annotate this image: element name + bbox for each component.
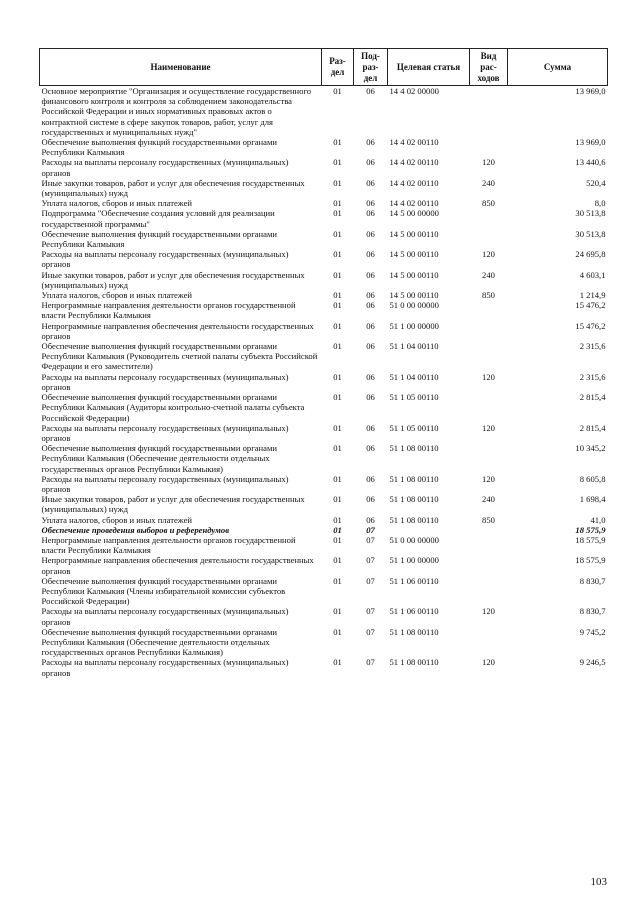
- row-summa: 9 246,5: [579, 657, 606, 668]
- row-celevaya: 51 1 04 00110: [389, 341, 439, 352]
- row-celevaya: 14 5 00 00110: [389, 269, 439, 280]
- table-row: [40, 300, 608, 320]
- header-summa: Сумма: [508, 49, 608, 86]
- row-vid: [470, 525, 508, 535]
- table-row: [40, 535, 608, 555]
- row-summa: 10 345,2: [575, 443, 606, 454]
- row-podrazdel: 06: [366, 177, 375, 188]
- row-razdel: 01: [333, 137, 342, 148]
- row-razdel: 01: [333, 208, 342, 219]
- row-vid: [470, 321, 508, 341]
- row-vid: 120: [482, 606, 495, 617]
- row-podrazdel: 06: [366, 473, 375, 484]
- table-row: [40, 555, 608, 575]
- table-row: [40, 576, 608, 607]
- row-name: Обеспечение выполнения функций государственными органами Республики Калмыкия (Члены избирательной комиссии субъектов Российской Федерации): [41, 575, 286, 607]
- row-podrazdel: 06: [366, 228, 375, 239]
- row-summa: 13 440,6: [575, 157, 606, 168]
- row-razdel: 01: [333, 341, 342, 352]
- table-row: [40, 249, 608, 269]
- row-podrazdel: 06: [366, 157, 375, 168]
- row-celevaya: 51 1 08 00110: [389, 626, 439, 637]
- table-row: [40, 229, 608, 249]
- row-vid: 850: [482, 198, 495, 209]
- row-name: Подпрограмма "Обеспечение создания условий для реализации государственной программы": [41, 208, 275, 229]
- row-podrazdel: 06: [366, 249, 375, 260]
- row-celevaya: 51 1 08 00110: [389, 494, 439, 505]
- row-vid: 120: [482, 657, 495, 668]
- row-vid: 850: [482, 290, 495, 301]
- row-name: Уплата налогов, сборов и иных платежей: [41, 198, 193, 209]
- table-row: [40, 321, 608, 341]
- row-vid: [470, 443, 508, 474]
- row-summa: 13 969,0: [575, 86, 606, 96]
- row-name: Обеспечение выполнения функций государственными органами Республики Калмыкия: [41, 228, 277, 250]
- row-celevaya: 14 4 02 00110: [389, 198, 439, 209]
- row-name: Обеспечение выполнения функций государственными органами Республики Калмыкия (Руководитель счетной палаты субъекта Российской Федерации и его заместители): [41, 341, 318, 372]
- row-razdel: 01: [333, 269, 342, 280]
- row-vid: [470, 627, 508, 658]
- row-summa: 2 815,4: [579, 422, 606, 433]
- row-razdel: 01: [333, 177, 342, 188]
- header-name: Наименование: [40, 49, 322, 86]
- row-summa: 2 815,4: [579, 392, 606, 403]
- row-summa: 13 969,0: [575, 137, 606, 148]
- row-razdel: 01: [333, 514, 342, 525]
- row-podrazdel: 06: [366, 494, 375, 505]
- row-podrazdel: 06: [366, 371, 375, 382]
- table-row: [40, 178, 608, 198]
- header-celevaya: Целевая статья: [388, 49, 470, 86]
- row-celevaya: 14 5 00 00000: [389, 208, 439, 219]
- table-body: [40, 86, 608, 678]
- row-name: Расходы на выплаты персоналу государственных (муниципальных) органов: [41, 249, 289, 270]
- row-celevaya: 51 1 05 00110: [389, 422, 439, 433]
- row-razdel: 01: [333, 494, 342, 505]
- row-razdel: 01: [333, 606, 342, 617]
- row-vid: [470, 86, 508, 138]
- row-razdel: 01: [333, 290, 342, 301]
- row-summa: 2 315,6: [579, 371, 606, 382]
- row-summa: 15 476,2: [575, 320, 606, 331]
- row-vid: 240: [482, 269, 495, 280]
- table-row: [40, 657, 608, 677]
- row-summa: 41,0: [590, 514, 606, 525]
- page-number: 103: [590, 876, 607, 888]
- row-summa: 30 513,8: [575, 228, 606, 239]
- row-name: Обеспечение выполнения функций государственными органами Республики Калмыкия (Аудиторы контрольно-счетной палаты субъекта Российской Федерации): [41, 392, 305, 423]
- row-celevaya: 51 1 04 00110: [389, 371, 439, 382]
- row-name: Непрограммные направления деятельности органов государственной власти Республики Калмыкия: [41, 534, 296, 556]
- row-razdel: 01: [333, 371, 342, 382]
- row-summa: 24 695,8: [575, 249, 606, 260]
- row-podrazdel: 06: [366, 290, 375, 301]
- row-podrazdel: 06: [366, 514, 375, 525]
- row-vid: [470, 341, 508, 372]
- row-name: Иные закупки товаров, работ и услуг для обеспечения государственных (муниципальных) нужд: [41, 269, 305, 290]
- row-podrazdel: 06: [366, 269, 375, 280]
- row-podrazdel: 07: [366, 657, 375, 668]
- row-podrazdel: 06: [366, 422, 375, 433]
- row-celevaya: 51 1 06 00110: [389, 606, 439, 617]
- table-row: [40, 443, 608, 474]
- row-name: Обеспечение выполнения функций государственными органами Республики Калмыкия (Обеспечение деятельности отдельных государственных органов Республики Калмыкия): [41, 443, 277, 474]
- row-razdel: 01: [333, 300, 342, 311]
- row-razdel: 01: [333, 86, 342, 96]
- row-summa: 30 513,8: [575, 208, 606, 219]
- row-name: Расходы на выплаты персоналу государственных (муниципальных) органов: [41, 157, 289, 178]
- row-podrazdel: 06: [366, 392, 375, 403]
- row-celevaya: 14 4 02 00110: [389, 157, 439, 168]
- row-razdel: 01: [333, 249, 342, 260]
- row-podrazdel: 06: [366, 208, 375, 219]
- row-razdel: 01: [333, 443, 342, 454]
- row-razdel: 01: [333, 575, 342, 586]
- row-celevaya: 14 4 02 00110: [389, 137, 439, 148]
- row-podrazdel: 07: [366, 555, 375, 566]
- row-razdel: 01: [333, 198, 342, 209]
- row-razdel: 01: [333, 657, 342, 668]
- row-podrazdel: 07: [366, 534, 375, 545]
- row-razdel: 01: [333, 392, 342, 403]
- table-row: [40, 198, 608, 208]
- row-celevaya: 51 1 06 00110: [389, 575, 439, 586]
- row-razdel: 01: [333, 473, 342, 484]
- row-vid: [470, 535, 508, 555]
- row-summa: 1 214,9: [579, 290, 606, 301]
- row-celevaya: 51 1 00 00000: [389, 555, 439, 566]
- row-name: Обеспечение выполнения функций государственными органами Республики Калмыкия (Обеспечение деятельности отдельных государственных органов Республики Калмыкия): [41, 626, 277, 658]
- row-name: Обеспечение выполнения функций государственными органами Республики Калмыкия: [41, 137, 277, 158]
- table-row: [40, 606, 608, 626]
- budget-table: [39, 48, 608, 678]
- row-podrazdel: 06: [366, 137, 375, 148]
- row-razdel: 01: [333, 555, 342, 566]
- row-vid: 120: [482, 422, 495, 433]
- row-celevaya: 51 0 00 00000: [389, 534, 439, 545]
- table-row: [40, 392, 608, 423]
- row-vid: 240: [482, 494, 495, 505]
- row-vid: [470, 137, 508, 157]
- row-vid: 850: [482, 514, 495, 525]
- row-name: Непрограммные направления обеспечения деятельности государственных органов: [41, 555, 314, 576]
- row-vid: 120: [482, 157, 495, 168]
- row-name: Расходы на выплаты персоналу государственных (муниципальных) органов: [41, 606, 289, 627]
- row-name: Уплата налогов, сборов и иных платежей: [41, 290, 193, 301]
- row-celevaya: 51 1 00 00000: [389, 320, 439, 331]
- header-vid: Вид рас-ходов: [470, 49, 508, 86]
- row-podrazdel: 07: [366, 575, 375, 586]
- row-celevaya: 14 4 02 00110: [389, 177, 439, 188]
- row-celevaya: 51 1 08 00110: [389, 443, 439, 454]
- row-celevaya: 51 1 08 00110: [389, 514, 439, 525]
- row-summa: 8,0: [594, 198, 606, 209]
- row-podrazdel: 06: [366, 300, 375, 311]
- table-row: [40, 270, 608, 290]
- row-name: Иные закупки товаров, работ и услуг для обеспечения государственных (муниципальных) нужд: [41, 177, 305, 199]
- row-summa: 2 315,6: [579, 341, 606, 352]
- row-podrazdel: 06: [366, 443, 375, 454]
- row-razdel: 01: [333, 157, 342, 168]
- row-vid: [470, 555, 508, 575]
- table-row: [40, 372, 608, 392]
- header-podrazdel: Под-раз-дел: [354, 49, 388, 86]
- table-row: [40, 157, 608, 177]
- row-summa: 18 575,9: [575, 555, 606, 566]
- row-celevaya: 51 1 08 00110: [389, 473, 439, 484]
- row-name: Обеспечение проведения выборов и референдумов: [41, 524, 230, 535]
- table-row: [40, 208, 608, 228]
- row-razdel: 01: [333, 228, 342, 239]
- row-podrazdel: 07: [366, 524, 375, 535]
- row-razdel: 01: [333, 422, 342, 433]
- row-celevaya: 14 5 00 00110: [389, 249, 439, 260]
- table-row: [40, 290, 608, 300]
- row-celevaya: 14 5 00 00110: [389, 290, 439, 301]
- row-vid: 240: [482, 177, 495, 188]
- row-name: Уплата налогов, сборов и иных платежей: [41, 514, 193, 525]
- table-row: [40, 525, 608, 535]
- row-summa: 8 605,8: [579, 473, 606, 484]
- row-celevaya: 51 0 00 00000: [389, 300, 439, 311]
- row-summa: 18 575,9: [575, 534, 606, 545]
- row-podrazdel: 06: [366, 198, 375, 209]
- row-name: Непрограммные направления деятельности органов государственной власти Республики Калмыкия: [41, 300, 296, 321]
- row-name: Иные закупки товаров, работ и услуг для обеспечения государственных (муниципальных) нужд: [41, 494, 305, 515]
- row-name: Непрограммные направления обеспечения деятельности государственных органов: [41, 320, 314, 341]
- header-razdel: Раз-дел: [322, 49, 354, 86]
- row-razdel: 01: [333, 534, 342, 545]
- row-vid: [470, 229, 508, 249]
- row-summa: 8 830,7: [579, 575, 606, 586]
- row-podrazdel: 07: [366, 606, 375, 617]
- table-row: [40, 627, 608, 658]
- row-vid: [470, 392, 508, 423]
- row-vid: [470, 208, 508, 228]
- table-header-row: [40, 49, 608, 86]
- row-celevaya: 14 5 00 00110: [389, 228, 439, 239]
- row-celevaya: [388, 525, 470, 535]
- row-podrazdel: 06: [366, 320, 375, 331]
- table-row: [40, 341, 608, 372]
- row-name: Основное мероприятие "Организация и осуществление государственного финансового контроля и контроля за соблюдением законодательства Российской Федерации и иных нормативных правовых актов о контрактной системе в сфере закупок товаров, работ, услуг для государственных и муниципальных нужд": [41, 86, 312, 137]
- row-razdel: 01: [333, 524, 342, 535]
- table-row: [40, 515, 608, 525]
- table-row: [40, 423, 608, 443]
- row-summa: 8 830,7: [579, 606, 606, 617]
- row-celevaya: 14 4 02 00000: [389, 86, 439, 96]
- row-razdel: 01: [333, 320, 342, 331]
- table-row: [40, 86, 608, 138]
- row-summa: 4 603,1: [579, 269, 606, 280]
- row-name: Расходы на выплаты персоналу государственных (муниципальных) органов: [41, 371, 289, 392]
- row-summa: 1 698,4: [579, 494, 606, 505]
- row-podrazdel: 07: [366, 626, 375, 637]
- row-vid: 120: [482, 473, 495, 484]
- row-vid: 120: [482, 249, 495, 260]
- row-summa: 15 476,2: [575, 300, 606, 311]
- row-celevaya: 51 1 05 00110: [389, 392, 439, 403]
- row-podrazdel: 06: [366, 341, 375, 352]
- row-name: Расходы на выплаты персоналу государственных (муниципальных) органов: [41, 422, 289, 443]
- row-vid: 120: [482, 371, 495, 382]
- row-vid: [470, 576, 508, 607]
- table-row: [40, 137, 608, 157]
- row-summa: 18 575,9: [575, 524, 606, 535]
- row-summa: 520,4: [586, 177, 606, 188]
- row-vid: [470, 300, 508, 320]
- row-razdel: 01: [333, 626, 342, 637]
- table-row: [40, 494, 608, 514]
- row-podrazdel: 06: [366, 86, 375, 96]
- row-name: Расходы на выплаты персоналу государственных (муниципальных) органов: [41, 657, 289, 678]
- row-name: Расходы на выплаты персоналу государственных (муниципальных) органов: [41, 473, 289, 494]
- row-summa: 9 745,2: [579, 626, 606, 637]
- row-celevaya: 51 1 08 00110: [389, 657, 439, 668]
- table-row: [40, 474, 608, 494]
